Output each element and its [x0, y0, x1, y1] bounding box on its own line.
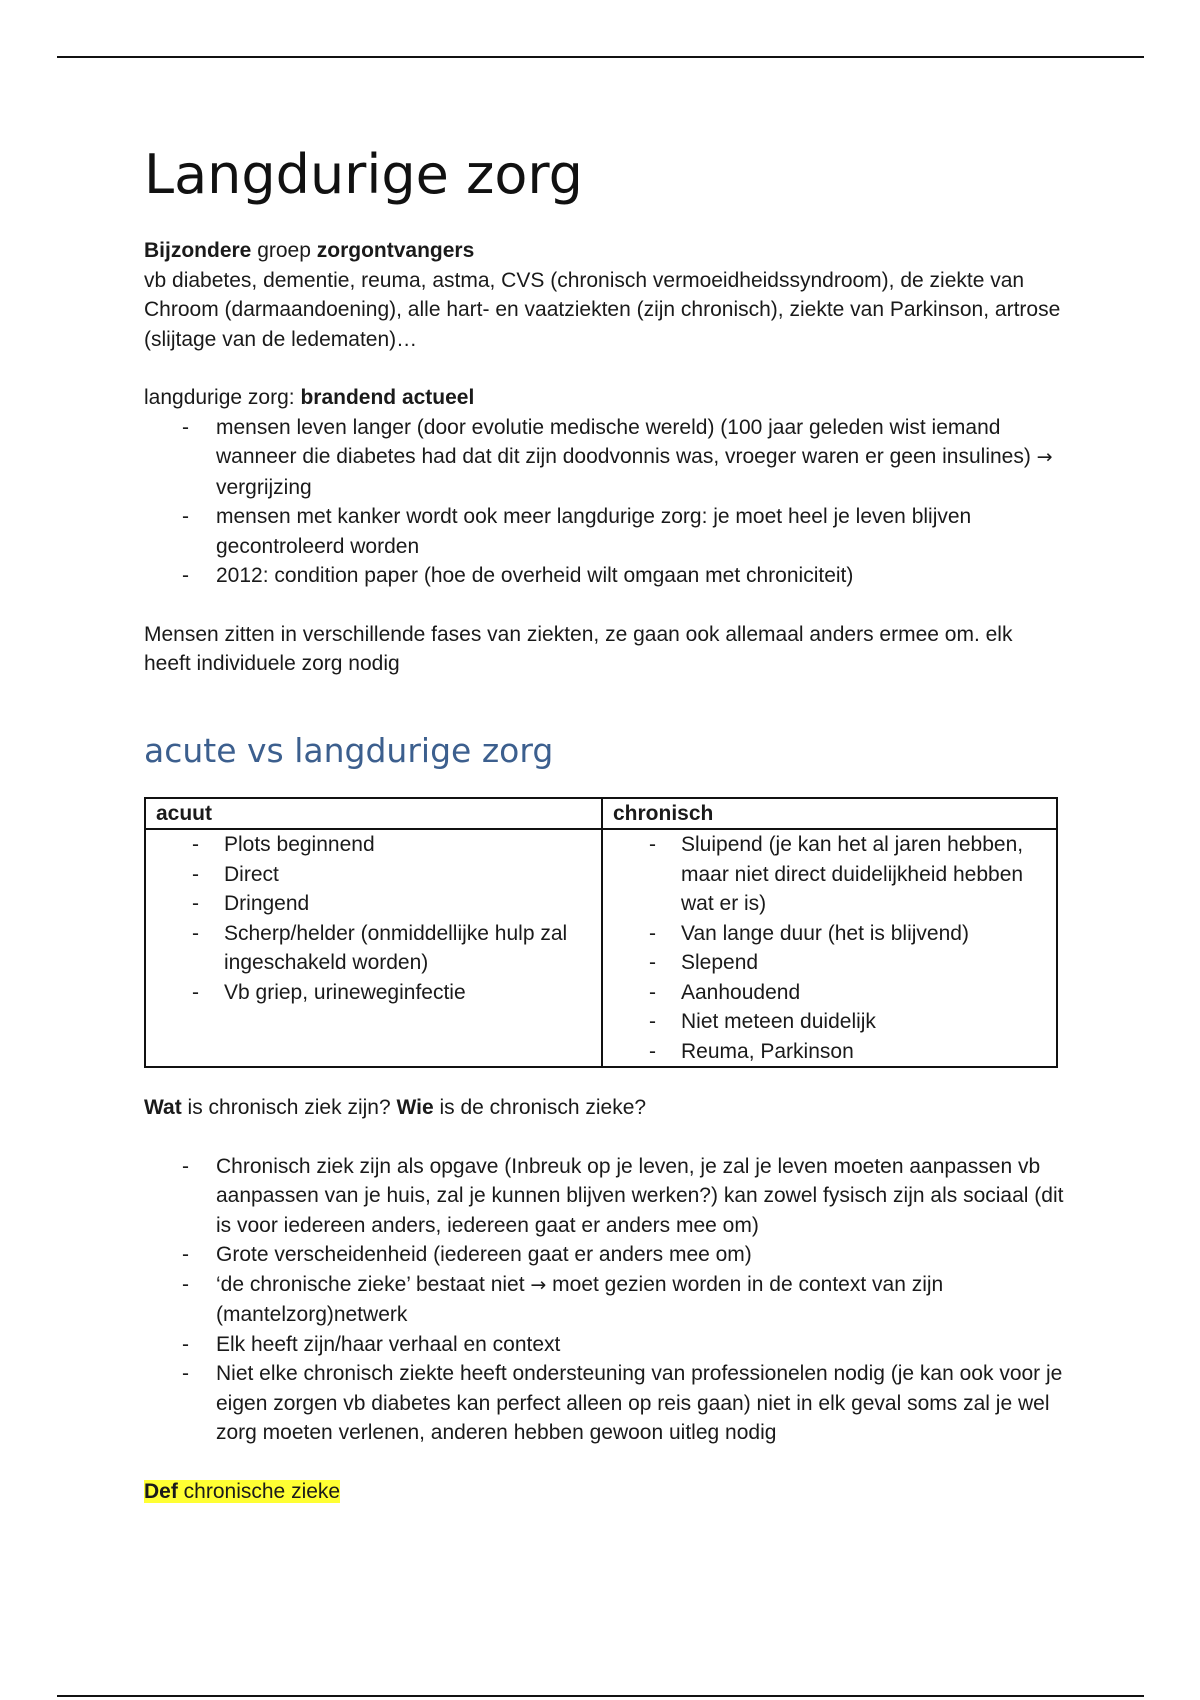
actueel-lead-bold: brandend actueel: [300, 386, 475, 409]
definition-line: [144, 1477, 1064, 1507]
intro-paragraph: vb diabetes, dementie, reuma, astma, CVS (chronisch vermoeidheidssyndroom), de ziekte van Chroom (darmaandoening), alle hart- en vaatziekten (zijn chronisch), ziekte van Parkinson, artrose (slijtage van de ledematen)…: [144, 268, 1061, 351]
page-title: Langdurige zorg: [144, 143, 583, 206]
document-page: [144, 140, 1064, 1506]
intro-plain-1: groep: [251, 239, 317, 262]
actueel-lead-text: langdurige zorg:: [144, 386, 301, 409]
header-rule: [57, 56, 1144, 58]
chronisch-ziek-list: [144, 1152, 1064, 1448]
list-item: - Van lange duur (het is blijvend): [603, 919, 1050, 949]
table-header-row: [145, 798, 1057, 830]
list-item: - ‘de chronische zieke’ bestaat niet → moet gezien worden in de context van zijn (mantelzorg)netwerk: [144, 1270, 1064, 1330]
acuut-list: [146, 830, 595, 1007]
fases-paragraph: Mensen zitten in verschillende fases van ziekten, ze gaan ook allemaal anders ermee om. elk heeft individuele zorg nodig: [144, 622, 1013, 675]
comparison-table: [144, 797, 1058, 1069]
list-item: - Scherp/helder (onmiddellijke hulp zal ingeschakeld worden): [146, 919, 595, 978]
table-cell-acuut: [145, 829, 602, 1067]
footer-rule: [57, 1695, 1144, 1697]
list-item: - 2012: condition paper (hoe de overheid wilt omgaan met chroniciteit): [144, 561, 1064, 591]
list-item: - Slepend: [603, 948, 1050, 978]
list-item: - mensen leven langer (door evolutie medische wereld) (100 jaar geleden wist iemand wanneer die diabetes had dat dit zijn doodvonnis was, vroeger waren er geen insulines) → vergrijzing: [144, 413, 1064, 503]
chronisch-list: [603, 830, 1050, 1066]
section-heading: acute vs langdurige zorg: [144, 730, 554, 770]
list-item: - Elk heeft zijn/haar verhaal en context: [144, 1330, 1064, 1360]
intro-bold-1: Bijzondere: [144, 239, 252, 262]
list-item: - Chronisch ziek zijn als opgave (Inbreuk op je leven, je zal je leven moeten aanpassen vb aanpassen van je huis, zal je kunnen blijven werken?) kan zowel fysisch zijn als sociaal (dit is voor iedereen anders, iedereen gaat er anders mee om): [144, 1152, 1064, 1241]
list-item: - Aanhoudend: [603, 978, 1050, 1008]
list-item: - Sluipend (je kan het al jaren hebben, maar niet direct duidelijkheid hebben wat er is): [603, 830, 1050, 919]
list-item: - Niet elke chronisch ziekte heeft ondersteuning van professionelen nodig (je kan ook voor je eigen zorgen vb diabetes kan perfect alleen op reis gaan) niet in elk geval soms zal je wel zorg moeten verlenen, anderen hebben gewoon uitleg nodig: [144, 1359, 1064, 1448]
arrow-right-icon: →: [1036, 446, 1053, 468]
table-header-chronisch: chronisch: [602, 798, 1057, 830]
table-header-acuut: acuut: [145, 798, 602, 830]
list-item: - Plots beginnend: [146, 830, 595, 860]
table-cell-chronisch: [602, 829, 1057, 1067]
list-item: - Vb griep, urineweginfectie: [146, 978, 595, 1008]
question-line: Wat is chronisch ziek zijn? Wie is de chronisch zieke?: [144, 1096, 647, 1119]
arrow-right-icon: →: [530, 1273, 547, 1296]
actueel-list: [144, 413, 1064, 591]
list-item: - mensen met kanker wordt ook meer langdurige zorg: je moet heel je leven blijven gecontroleerd worden: [144, 502, 1064, 561]
intro-bold-2: zorgontvangers: [316, 239, 475, 262]
definition-highlight: Def chronische zieke: [144, 1479, 341, 1503]
list-item: - Dringend: [146, 889, 595, 919]
list-item: - Grote verscheidenheid (iedereen gaat er anders mee om): [144, 1240, 1064, 1270]
intro-heading-line: [144, 236, 1064, 266]
list-item: - Reuma, Parkinson: [603, 1037, 1050, 1067]
table-row: [145, 829, 1057, 1067]
list-item: - Niet meteen duidelijk: [603, 1007, 1050, 1037]
list-item: - Direct: [146, 860, 595, 890]
actueel-lead: [144, 383, 1064, 413]
